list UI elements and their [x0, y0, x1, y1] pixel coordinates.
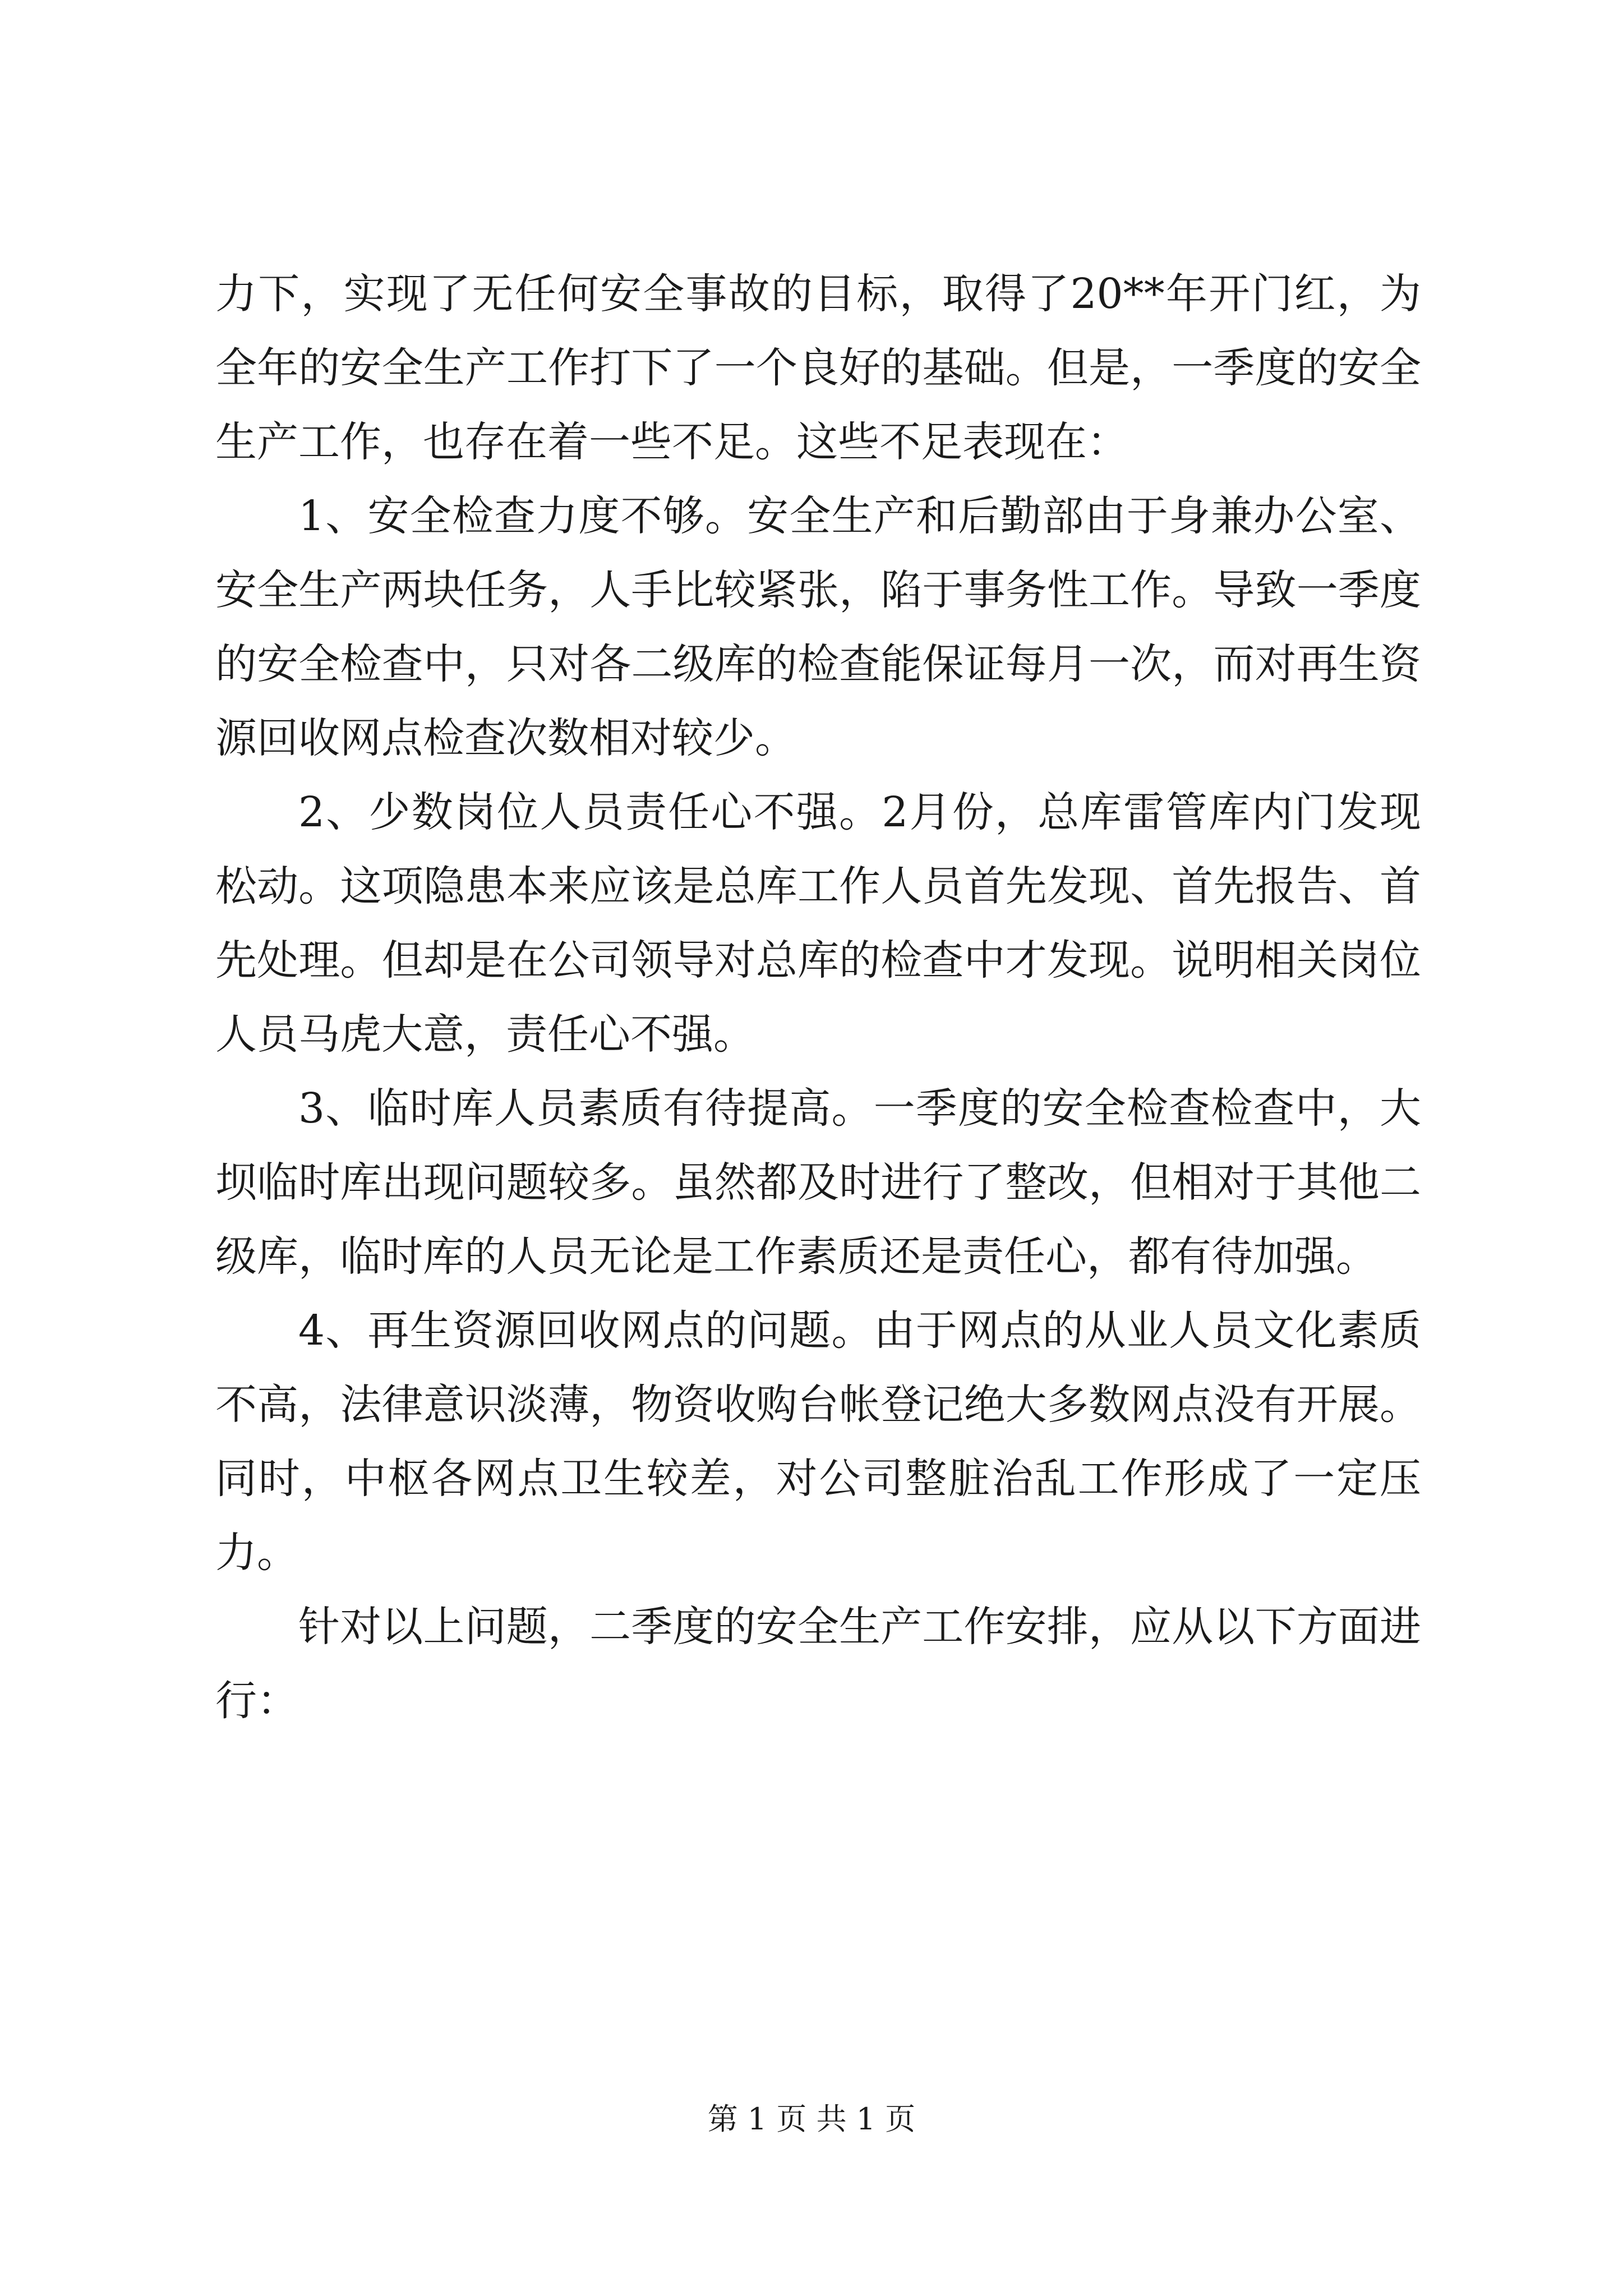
paragraph-continuation: 力下，实现了无任何安全事故的目标，取得了20**年开门红，为全年的安全生产工作打下了一个良好的基础。但是，一季度的安全生产工作，也存在着一些不足。这些不足表现在：	[215, 270, 1421, 466]
paragraph-item-1: 1、安全检查力度不够。安全生产和后勤部由于身兼办公室、安全生产两块任务，人手比较紧张，陷于事务性工作。导致一季度的安全检查中，只对各二级库的检查能保证每月一次，而对再生资源回收网点检查次数相对较少。	[215, 492, 1421, 762]
document-body	[215, 257, 1421, 1738]
paragraph-item-3: 3、临时库人员素质有待提高。一季度的安全检查检查中，大坝临时库出现问题较多。虽然都及时进行了整改，但相对于其他二级库，临时库的人员无论是工作素质还是责任心，都有待加强。	[215, 1084, 1421, 1281]
page-footer: 第 1 页 共 1 页	[707, 2101, 916, 2137]
paragraph-item-4: 4、再生资源回收网点的问题。由于网点的从业人员文化素质不高，法律意识淡薄，物资收购台帐登记绝大多数网点没有开展。同时，中枢各网点卫生较差，对公司整脏治乱工作形成了一定压力。	[215, 1306, 1421, 1577]
paragraph-conclusion: 针对以上问题，二季度的安全生产工作安排，应从以下方面进行：	[215, 1603, 1421, 1725]
paragraph-item-2: 2、少数岗位人员责任心不强。2月份，总库雷管库内门发现松动。这项隐患本来应该是总库工作人员首先发现、首先报告、首先处理。但却是在公司领导对总库的检查中才发现。说明相关岗位人员马虎大意，责任心不强。	[215, 788, 1421, 1059]
